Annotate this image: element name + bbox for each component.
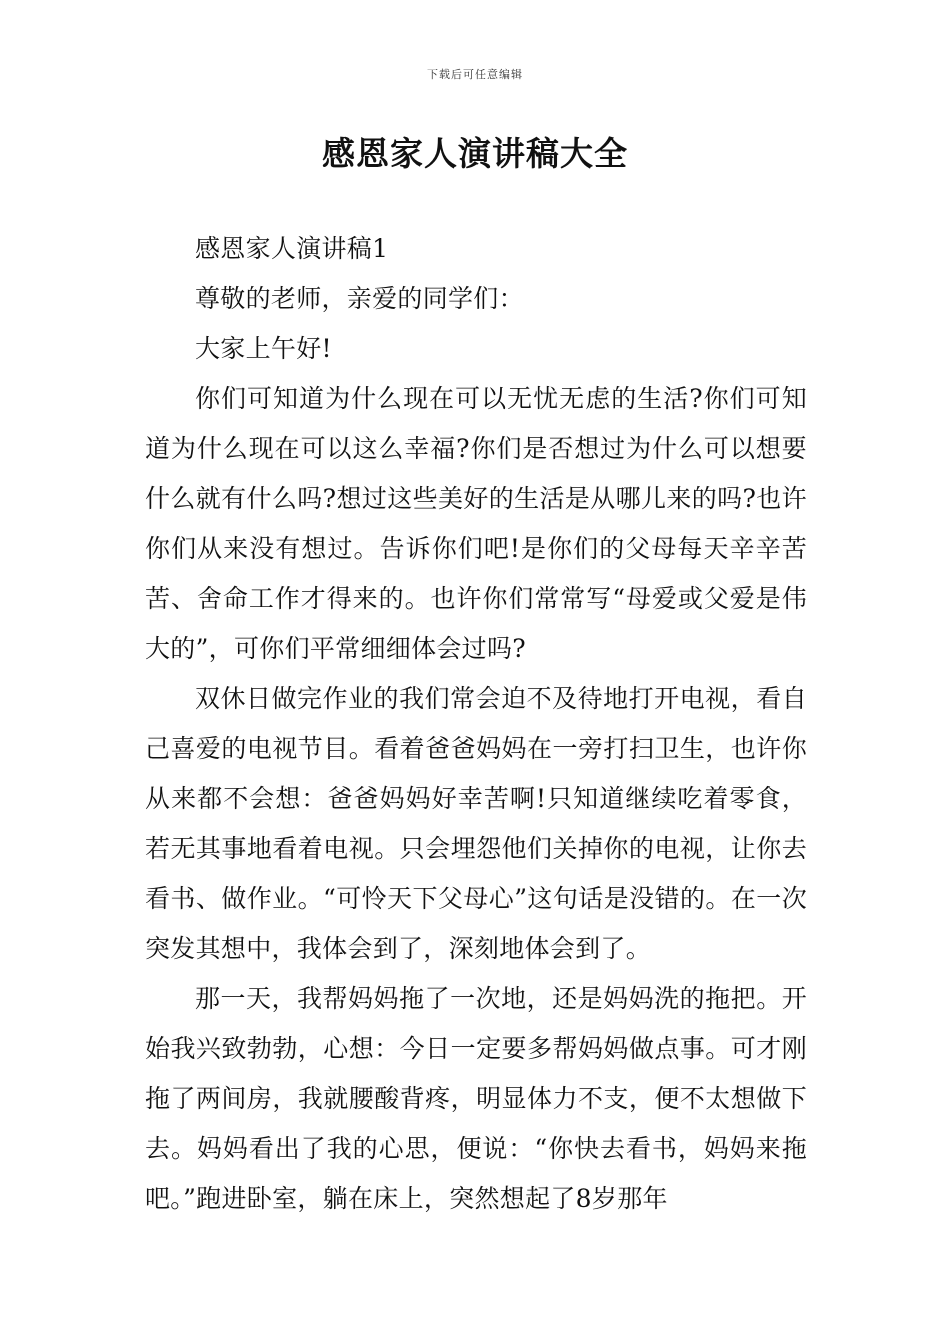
salutation: 尊敬的老师，亲爱的同学们：	[195, 284, 524, 313]
header-note: 下载后可任意编辑	[427, 68, 523, 81]
body-paragraph: 你们可知道为什么现在可以无忧无虑的生活?你们可知道为什么现在可以这么幸福?你们是否想过为什么可以想要什么就有什么吗?想过这些美好的生活是从哪儿来的吗?也许你们从来没有想过。告诉你们吧!是你们的父母每天辛辛苦苦、舍命工作才得来的。也许你们常常写“母爱或父爱是伟大的”，可你们平常细细体会过吗?	[145, 384, 807, 663]
body-paragraph: 双休日做完作业的我们常会迫不及待地打开电视，看自己喜爱的电视节目。看着爸爸妈妈在一旁打扫卫生，也许你从来都不会想：爸爸妈妈好幸苦啊!只知道继续吃着零食，若无其事地看着电视。只会埋怨他们关掉你的电视，让你去看书、做作业。“可怜天下父母心”这句话是没错的。在一次突发其想中，我体会到了，深刻地体会到了。	[145, 684, 807, 963]
document-title: 感恩家人演讲稿大全	[322, 134, 628, 173]
body-paragraph: 那一天，我帮妈妈拖了一次地，还是妈妈洗的拖把。开始我兴致勃勃，心想：今日一定要多帮妈妈做点事。可才刚拖了两间房，我就腰酸背疼，明显体力不支，便不太想做下去。妈妈看出了我的心思，便说：“你快去看书，妈妈来拖吧。”跑进卧室，躺在床上，突然想起了8岁那年	[145, 984, 807, 1213]
section-heading: 感恩家人演讲稿1	[195, 234, 389, 263]
greeting: 大家上午好!	[195, 334, 332, 363]
document-body	[145, 224, 807, 1224]
